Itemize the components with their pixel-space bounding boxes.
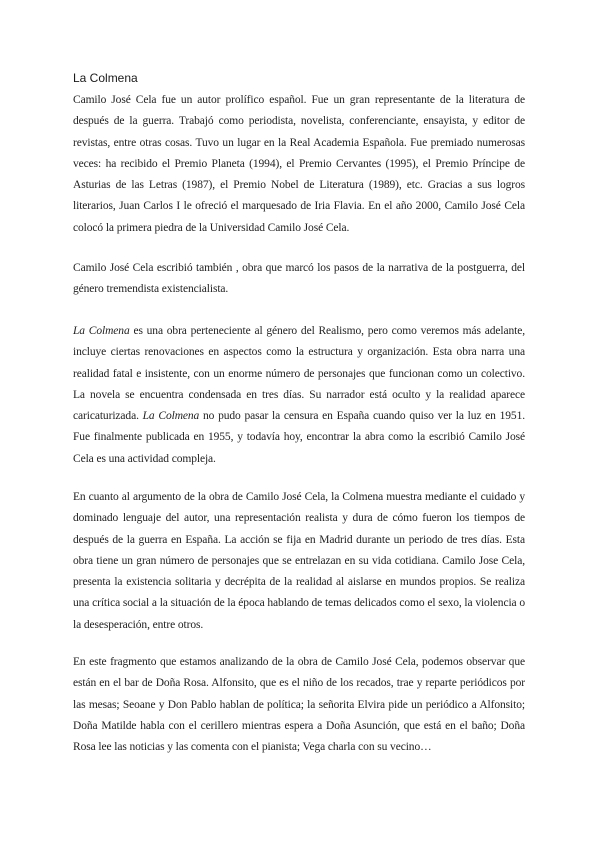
paragraph-plot: En cuanto al argumento de la obra de Camilo José Cela, la Colmena muestra mediante el cuidado y dominado lenguaje del autor, una representación realista y dura de cómo fueron los tiempos de después de la guerra en España. La acción se fija en Madrid durante un periodo de tres días. Esta obra tiene un gran número de personajes que se entrelazan en su vida cotidiana. Camilo Jose Cela, presenta la existencia solitaria y decrépita de la realidad al aislarse en mundos propios. Se realiza una crítica social a la situación de la época hablando de temas delicados como el sexo, la violencia o la desesperación, entre otros. xyxy=(73,491,525,631)
paragraph-author-bio: Camilo José Cela fue un autor prolífico español. Fue un gran representante de la literatura de después de la guerra. Trabajó como periodista, novelista, conferenciante, ensayista, y editor de revistas, entre otras cosas. Tuvo un lugar en la Real Academia Española. Fue premiado numerosas veces: ha recibido el Premio Planeta (1994), el Premio Cervantes (1995), el Premio Príncipe de Asturias de las Letras (1987), el Premio Nobel de Literatura (1989), etc. Gracias a sus logros literarios, Juan Carlos I le ofreció el marquesado de Iria Flavia. En el año 2000, Camilo José Cela colocó la primera piedra de la Universidad Camilo José Cela. xyxy=(73,94,525,234)
book-title-italic: La Colmena xyxy=(142,410,200,423)
document-title: La Colmena xyxy=(73,71,138,85)
paragraph-text: no pudo pasar la censura en España cuando quiso ver la luz en 1951. Fue finalmente publicada en 1955, y todavía hoy, encontrar la abra como la escribió Camilo José Cela es una actividad compleja. xyxy=(73,410,525,465)
paragraph-other-work: Camilo José Cela escribió también , obra que marcó los pasos de la narrativa de la postguerra, del género tremendista existencialista. xyxy=(73,262,525,296)
paragraph-la-colmena-overview xyxy=(73,321,525,470)
paragraph-fragment-analysis: En este fragmento que estamos analizando de la obra de Camilo José Cela, podemos observar que están en el bar de Doña Rosa. Alfonsito, que es el niño de los recados, trae y reparte periódicos por las mesas; Seoane y Don Pablo hablan de política; la señorita Elvira pide un periódico a Alfonsito; Doña Matilde habla con el cerillero mientras espera a Doña Asunción, que está en el baño; Doña Rosa lee las noticias y las comenta con el pianista; Vega charla con su vecino… xyxy=(73,656,525,754)
paragraph-text: es una obra perteneciente al género del Realismo, pero como veremos más adelante, incluye ciertas renovaciones en aspectos como la estructura y organización. Esta obra narra una realidad fatal e insistente, con un enorme número de personajes que funcionan como un colectivo. La novela se encuentra condensada en tres días. Su narrador está oculto y la realidad aparece caricaturizada. xyxy=(73,325,526,423)
book-title-italic: La Colmena xyxy=(73,325,130,337)
